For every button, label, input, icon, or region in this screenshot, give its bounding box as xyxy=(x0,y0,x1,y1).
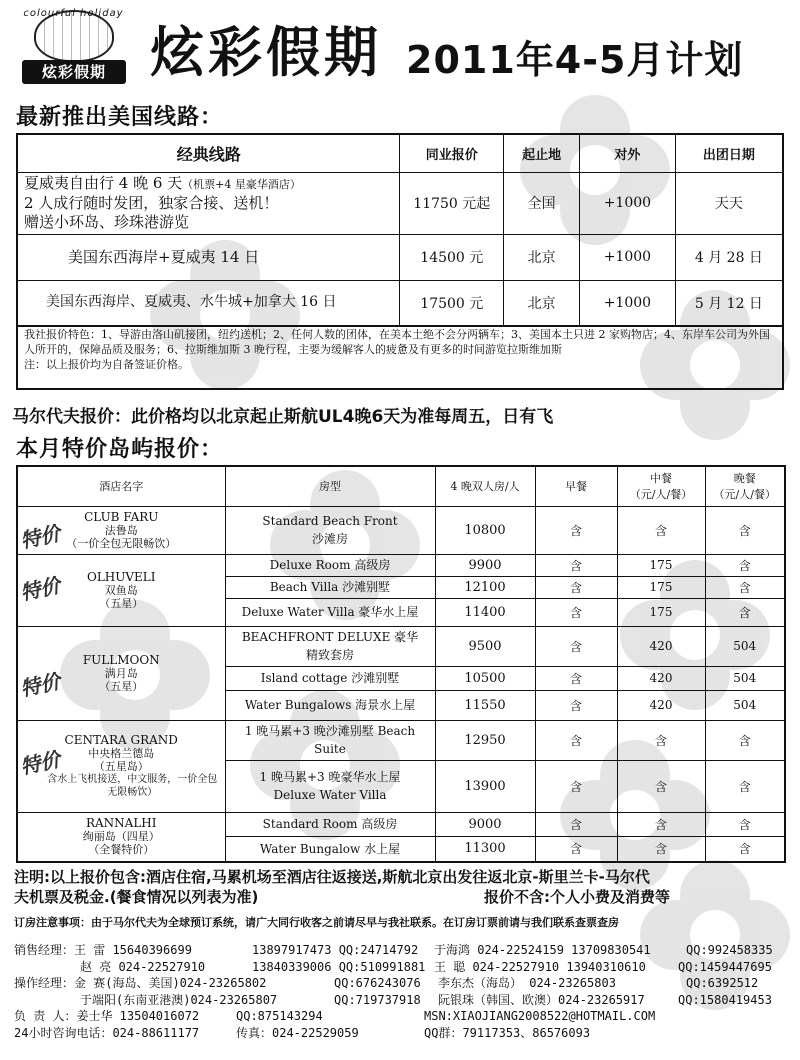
usa-routes-table xyxy=(16,133,784,327)
price-cell: 9500 xyxy=(435,626,535,666)
price-cell: 12100 xyxy=(435,576,535,598)
route-detail: 赠送小环岛、珍珠港游览 xyxy=(24,213,190,231)
date-cell: 4 月 28 日 xyxy=(675,234,783,280)
column-header: 房型 xyxy=(225,466,435,506)
room-type: BEACHFRONT DELUXE 豪华 xyxy=(241,630,419,644)
column-header xyxy=(705,466,785,506)
lunch-cell: 175 xyxy=(617,598,705,626)
contact-entry: 赵 亮 024-22527910 xyxy=(80,959,206,974)
includes-line xyxy=(14,887,790,907)
breakfast-cell: 含 xyxy=(535,626,617,666)
contact-entry: 操作经理：金 赛(海岛、美国)024-23265802 xyxy=(14,976,267,990)
origin-cell: 全国 xyxy=(504,172,580,234)
islands-price-table xyxy=(16,465,786,863)
room-cell: Deluxe Room 高级房 xyxy=(225,554,435,576)
logo-arc-text: colourful holiday xyxy=(23,8,124,19)
lunch-cell: 含 xyxy=(617,506,705,554)
lunch-cell: 175 xyxy=(617,576,705,598)
table-header-row xyxy=(17,134,783,172)
price-excludes: 报价不含:个人小费及消费等 xyxy=(484,888,670,906)
booking-notice: 订房注意事项：由于马尔代夫为全球预订系统，请广大同行收客之前请尽早与我社联系。在订房订票前请与我们联系查票查房 xyxy=(14,916,619,929)
table-row xyxy=(17,720,785,760)
breakfast-cell: 含 xyxy=(535,666,617,690)
hotel-name-en: RANNALHI xyxy=(85,816,157,831)
price-cell: 11550 xyxy=(435,690,535,720)
breakfast-cell: 含 xyxy=(535,554,617,576)
lunch-cell: 175 xyxy=(617,554,705,576)
contact-row xyxy=(14,942,794,959)
hotel-note-detail: 含水上飞机接送，中文服务，一价全包无限畅饮） xyxy=(47,773,218,798)
contact-entry: 于端阳(东南亚港澳)024-23265807 xyxy=(80,992,278,1007)
dinner-cell: 含 xyxy=(705,836,785,862)
lunch-cell: 420 xyxy=(617,690,705,720)
contact-row xyxy=(14,1008,794,1025)
room-cell xyxy=(225,720,435,760)
dinner-cell: 含 xyxy=(705,720,785,760)
contact-entry: QQ:992458335 xyxy=(686,943,773,957)
external-cell: +1000 xyxy=(579,172,675,234)
dinner-cell: 含 xyxy=(705,506,785,554)
hotel-cell xyxy=(17,506,225,554)
contact-entry: MSN:XIAOJIANG2008522@HOTMAIL.COM xyxy=(424,1009,656,1023)
column-header: 对外 xyxy=(579,134,675,172)
page-title: 炫彩假期 xyxy=(150,20,382,84)
breakfast-cell: 含 xyxy=(535,598,617,626)
price-cell: 17500 元 xyxy=(400,280,504,326)
hotel-name-en: CENTARA GRAND xyxy=(64,732,178,747)
special-offer-label: 特价 xyxy=(18,520,63,553)
contact-entry: 李东杰（海岛） 024-23265803 xyxy=(438,976,616,990)
contact-row xyxy=(14,959,794,976)
hotel-name-cn: 绚丽岛（四星） xyxy=(82,830,160,844)
external-cell: +1000 xyxy=(579,280,675,326)
column-header: 出团日期 xyxy=(675,134,783,172)
hotel-name-cn: 满月岛 xyxy=(104,666,138,680)
contact-row xyxy=(14,992,794,1009)
brand-logo xyxy=(16,10,131,82)
column-header: 经典线路 xyxy=(17,134,400,172)
contact-entry: 13897917473 QQ:24714792 xyxy=(252,943,419,957)
contact-entry: 阮银珠（韩国、欧澳）024-23265917 xyxy=(438,992,645,1007)
price-cell: 9000 xyxy=(435,812,535,836)
column-header: 酒店名字 xyxy=(17,466,225,506)
room-cell: Deluxe Water Villa 豪华水上屋 xyxy=(225,598,435,626)
dinner-cell: 含 xyxy=(705,598,785,626)
route-cell: 美国东西海岸+夏威夷 14 日 xyxy=(17,234,400,280)
table-row xyxy=(17,554,785,576)
room-type-en: Deluxe Water Villa xyxy=(273,788,387,802)
contact-entry: 销售经理：王 雷 15640396699 xyxy=(14,943,192,957)
contact-entry: 负 责 人：姜士华 13504016072 xyxy=(14,1009,200,1023)
hotel-note: （一价全包无限畅饮） xyxy=(66,536,177,550)
breakfast-cell: 含 xyxy=(535,812,617,836)
route-cell xyxy=(17,172,400,234)
origin-cell: 北京 xyxy=(504,234,580,280)
room-type-cn: 沙滩房 xyxy=(311,532,348,546)
usa-section-heading: 最新推出美国线路： xyxy=(16,105,224,130)
breakfast-cell: 含 xyxy=(535,720,617,760)
dinner-cell: 504 xyxy=(705,666,785,690)
room-cell: Standard Room 高级房 xyxy=(225,812,435,836)
lunch-cell: 420 xyxy=(617,666,705,690)
contact-list xyxy=(14,942,794,1041)
contact-entry: 王 聪 024-22527910 13940310610 xyxy=(434,959,646,974)
room-type-en: Suite xyxy=(314,742,346,756)
room-type: 1 晚马累+3 晚沙滩别墅 Beach xyxy=(244,724,416,738)
price-cell: 11400 xyxy=(435,598,535,626)
lunch-cell: 420 xyxy=(617,626,705,666)
contact-entry: 24小时咨询电话：024-88611177 xyxy=(14,1025,200,1040)
contact-entry: QQ:1580419453 xyxy=(678,992,772,1007)
contact-row xyxy=(14,975,794,992)
notes-text: 我社报价特色：1、导游由洛山矶接团，纽约送机；2、任何人数的团体，在美本土绝不会分两辆车；3、美国本土只进 2 家购物店；4、东岸车公司为外国人所开的，保障品质及服务；6、拉斯维加斯 3 晚行程，主要为缓解客人的疲惫及有更多的时间游览拉斯维加斯 xyxy=(24,328,770,356)
breakfast-cell: 含 xyxy=(535,760,617,812)
table-row xyxy=(17,626,785,666)
table-row xyxy=(17,812,785,836)
includes-line2: 夫机票及税金.(餐食情况以列表为准) xyxy=(14,888,259,906)
price-cell: 9900 xyxy=(435,554,535,576)
maldives-price-line: 马尔代夫报价：此价格均以北京起止斯航UL4晚6天为准每周五，日有飞 xyxy=(12,407,554,427)
price-cell: 13900 xyxy=(435,760,535,812)
contact-entry: 于海鸿 024-22524159 13709830541 xyxy=(434,943,651,957)
price-cell: 10800 xyxy=(435,506,535,554)
breakfast-cell: 含 xyxy=(535,836,617,862)
column-header: 4 晚双人房/人 xyxy=(435,466,535,506)
contact-entry: QQ:676243076 xyxy=(334,976,421,990)
dinner-unit: （元/人/餐） xyxy=(713,488,776,502)
lunch-unit: （元/人/餐） xyxy=(629,488,693,502)
dinner-label: 晚餐 xyxy=(733,472,756,486)
hotel-name-en: OLHUVELI xyxy=(86,569,156,584)
page-header xyxy=(0,0,800,98)
room-cell xyxy=(225,626,435,666)
contact-entry: QQ:1459447695 xyxy=(678,959,772,974)
dinner-cell: 含 xyxy=(705,760,785,812)
room-type: Standard Beach Front xyxy=(262,514,398,528)
hotel-cell xyxy=(17,626,225,720)
contact-entry: QQ群：79117353、86576093 xyxy=(424,1025,591,1040)
date-cell: 5 月 12 日 xyxy=(675,280,783,326)
date-cell: 天天 xyxy=(675,172,783,234)
dinner-cell: 含 xyxy=(705,576,785,598)
breakfast-cell: 含 xyxy=(535,690,617,720)
islands-section-heading: 本月特价岛屿报价： xyxy=(16,437,224,462)
price-cell: 14500 元 xyxy=(400,234,504,280)
price-cell: 11300 xyxy=(435,836,535,862)
breakfast-cell: 含 xyxy=(535,506,617,554)
hotel-note: （五星） xyxy=(99,679,144,693)
route-cell: 美国东西海岸、夏威夷、水牛城+加拿大 16 日 xyxy=(17,280,400,326)
external-cell: +1000 xyxy=(579,234,675,280)
room-type: 1 晚马累+3 晚豪华水上屋 xyxy=(259,770,401,784)
origin-cell: 北京 xyxy=(504,280,580,326)
dinner-cell: 含 xyxy=(705,812,785,836)
price-cell: 11750 元起 xyxy=(400,172,504,234)
special-offer-label: 特价 xyxy=(18,668,63,701)
hotel-name-cn: 双鱼岛 xyxy=(104,583,138,597)
logo-brand-text: 炫彩假期 xyxy=(22,60,126,84)
price-includes xyxy=(14,867,790,907)
lunch-cell: 含 xyxy=(617,836,705,862)
includes-line: 注明:以上报价包含:酒店住宿,马累机场至酒店往返接送,斯航北京出发往返北京-斯里兰卡-马尔代 xyxy=(14,868,650,886)
hotel-name-en: FULLMOON xyxy=(82,652,160,667)
special-offer-label: 特价 xyxy=(18,746,63,779)
column-header: 起止地 xyxy=(504,134,580,172)
price-cell: 12950 xyxy=(435,720,535,760)
notes-footer: 注：以上报价均为自备签证价格。 xyxy=(24,358,189,371)
table-row xyxy=(17,234,783,280)
lunch-cell: 含 xyxy=(617,812,705,836)
lunch-cell: 含 xyxy=(617,720,705,760)
dinner-cell: 含 xyxy=(705,554,785,576)
table-row xyxy=(17,172,783,234)
hotel-name-en: CLUB FARU xyxy=(84,509,159,524)
hotel-cell xyxy=(17,554,225,626)
table-row xyxy=(17,506,785,554)
route-detail: 2 人成行随时发团，独家合接、送机！ xyxy=(24,194,279,212)
page-subtitle: 2011年4-5月计划 xyxy=(406,38,744,82)
table-row xyxy=(17,280,783,326)
route-note: （机票+4 星豪华酒店） xyxy=(182,178,301,191)
room-cell xyxy=(225,760,435,812)
contact-entry: 传真：024-22529059 xyxy=(236,1025,359,1040)
column-header: 同业报价 xyxy=(400,134,504,172)
route-title: 夏威夷自由行 4 晚 6 天 xyxy=(24,174,183,192)
hotel-cell xyxy=(17,812,225,862)
room-cell: Water Bungalow 水上屋 xyxy=(225,836,435,862)
price-cell: 10500 xyxy=(435,666,535,690)
column-header: 早餐 xyxy=(535,466,617,506)
room-cell: Beach Villa 沙滩别墅 xyxy=(225,576,435,598)
room-cell xyxy=(225,506,435,554)
breakfast-cell: 含 xyxy=(535,576,617,598)
contact-entry: QQ:719737918 xyxy=(334,992,421,1007)
hotel-note: （全餐特价） xyxy=(88,843,155,857)
hotel-name-cn: 法鲁岛 xyxy=(104,523,138,537)
dinner-cell: 504 xyxy=(705,626,785,666)
special-offer-label: 特价 xyxy=(18,572,63,605)
hotel-note: （五星） xyxy=(99,596,144,610)
room-cell: Island cottage 沙滩别墅 xyxy=(225,666,435,690)
contact-entry: QQ:6392512 xyxy=(686,976,759,990)
room-type-cn: 精致套房 xyxy=(305,648,354,662)
contact-entry: 13840339006 QQ:510991881 xyxy=(252,959,426,974)
dinner-cell: 504 xyxy=(705,690,785,720)
table-header-row xyxy=(17,466,785,506)
usa-notes xyxy=(16,324,784,390)
hotel-name-cn: 中央格兰德岛 xyxy=(88,746,155,760)
lunch-label: 中餐 xyxy=(650,472,672,486)
hotel-note: （五星岛） xyxy=(93,759,149,773)
room-cell: Water Bungalows 海景水上屋 xyxy=(225,690,435,720)
column-header xyxy=(617,466,705,506)
contact-row xyxy=(14,1025,794,1042)
hotel-cell xyxy=(17,720,225,812)
lunch-cell: 含 xyxy=(617,760,705,812)
contact-entry: QQ:875143294 xyxy=(236,1009,323,1023)
